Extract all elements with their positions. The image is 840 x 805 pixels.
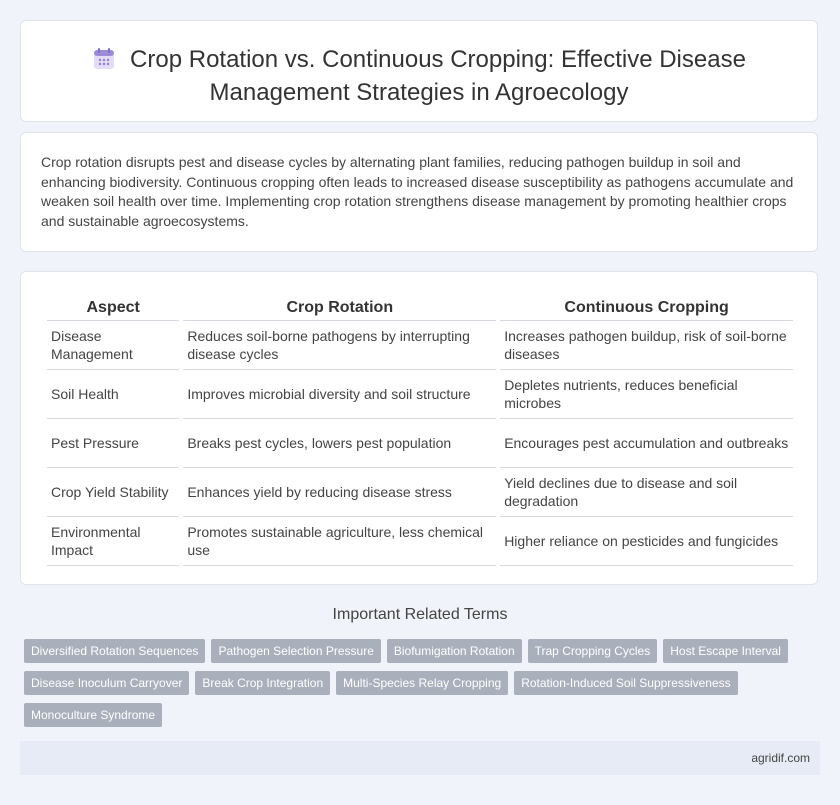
header-aspect: Aspect [47,296,179,321]
comparison-table-card [20,271,818,585]
related-terms-title: Important Related Terms [332,606,508,623]
related-term-tag[interactable]: Break Crop Integration [195,671,330,695]
aspect-cell: Environmental Impact [47,517,179,566]
crop-rotation-cell: Improves microbial diversity and soil structure [183,370,496,419]
continuous-cropping-cell: Depletes nutrients, reduces beneficial microbes [500,370,793,419]
header-crop-rotation: Crop Rotation [183,296,496,321]
related-term-tag[interactable]: Biofumigation Rotation [387,639,522,663]
crop-rotation-cell: Enhances yield by reducing disease stress [183,468,496,517]
related-term-tag[interactable]: Disease Inoculum Carryover [24,671,189,695]
intro-paragraph: Crop rotation disrupts pest and disease cycles by alternating plant families, reducing pathogen buildup in soil and enhancing biodiversity. Continuous cropping often leads to increased disease susceptibility as pathogens accumulate and weaken soil health over time. Implementing crop rotation strengthens disease management by promoting healthier crops and sustainable agroecosystems. [41,154,794,229]
table-row [47,370,793,419]
aspect-cell: Soil Health [47,370,179,419]
crop-rotation-cell: Reduces soil-borne pathogens by interrupting disease cycles [183,321,496,370]
table-row [47,321,793,370]
title-line-1: Crop Rotation vs. Continuous Cropping: Effective Disease [130,46,746,73]
calendar-icon [92,47,116,78]
table-row [47,517,793,566]
page-title [21,45,817,107]
footer-site-link[interactable]: agridif.com [751,751,810,765]
crop-rotation-cell: Promotes sustainable agriculture, less chemical use [183,517,496,566]
related-terms-list [24,639,804,735]
crop-rotation-cell: Breaks pest cycles, lowers pest population [183,419,496,468]
continuous-cropping-cell: Increases pathogen buildup, risk of soil-borne diseases [500,321,793,370]
comparison-table [43,296,797,566]
continuous-cropping-cell: Yield declines due to disease and soil degradation [500,468,793,517]
intro-card [20,132,818,252]
title-line-2: Management Strategies in Agroecology [209,79,629,106]
related-term-tag[interactable]: Monoculture Syndrome [24,703,162,727]
related-term-tag[interactable]: Diversified Rotation Sequences [24,639,205,663]
aspect-cell: Pest Pressure [47,419,179,468]
related-term-tag[interactable]: Host Escape Interval [663,639,788,663]
aspect-cell: Crop Yield Stability [47,468,179,517]
related-term-tag[interactable]: Rotation-Induced Soil Suppressiveness [514,671,737,695]
continuous-cropping-cell: Encourages pest accumulation and outbreaks [500,419,793,468]
footer [20,741,820,775]
continuous-cropping-cell: Higher reliance on pesticides and fungicides [500,517,793,566]
table-header-row [47,296,793,321]
title-card [20,20,818,122]
table-row [47,468,793,517]
header-continuous-cropping: Continuous Cropping [500,296,793,321]
table-row [47,419,793,468]
aspect-cell: Disease Management [47,321,179,370]
related-term-tag[interactable]: Pathogen Selection Pressure [211,639,380,663]
related-term-tag[interactable]: Multi-Species Relay Cropping [336,671,508,695]
related-term-tag[interactable]: Trap Cropping Cycles [528,639,658,663]
